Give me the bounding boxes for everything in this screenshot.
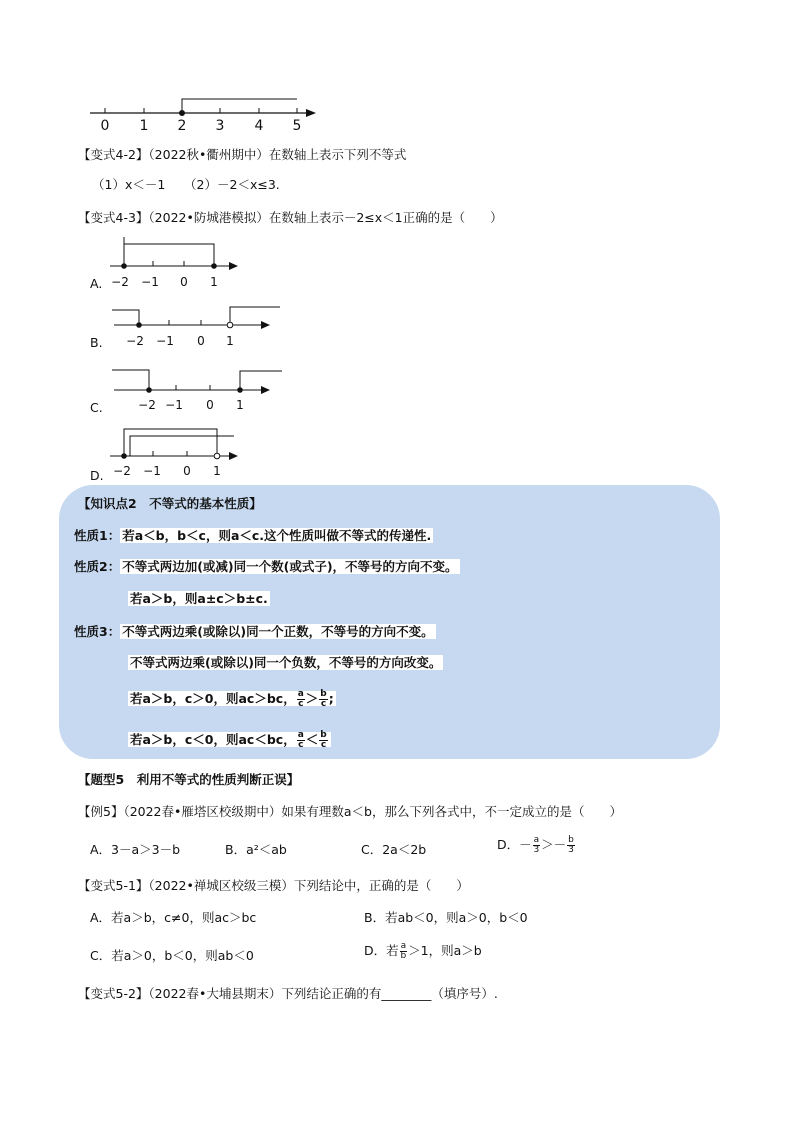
frac-num: a: [533, 835, 540, 845]
option-a-label: A.: [90, 276, 103, 291]
option-b-label: B.: [90, 335, 103, 350]
v51-option-b: B．若ab＜0，则a＞0，b＜0: [364, 910, 528, 925]
ex5-heading: 【例5】（2022春•雁塔区校级期中）如果有理数a＜b，那么下列各式中，不一定成立的是（ ）: [78, 804, 622, 819]
frac-den: c: [320, 740, 327, 750]
option-c-number-line: [112, 362, 284, 412]
frac-den: c: [298, 740, 304, 750]
ex2-prefix: 若a＞b，c＜0，则ac＜bc，: [130, 732, 296, 747]
tick-label: 5: [292, 118, 302, 134]
tick-label: −2: [126, 334, 144, 348]
property2-text: 不等式两边加(或减)同一个数(或式子)，不等号的方向不变。: [122, 559, 458, 574]
ex2-relation: ＜: [305, 732, 319, 747]
property1-text: 若a＜b，b＜c，则a＜c.这个性质叫做不等式的传递性.: [122, 528, 432, 543]
fraction-a-over-c: [297, 690, 305, 709]
ex5-option-a: A．3－a＞3－b: [90, 842, 181, 857]
property3-line2: [128, 655, 443, 670]
tick-label: 1: [236, 398, 244, 412]
tick-label: 4: [254, 118, 264, 134]
tick-label: −1: [143, 464, 161, 478]
tick-label: 1: [139, 118, 149, 134]
property2-label: 性质2：: [74, 559, 121, 574]
answer-blank[interactable]: ________: [381, 986, 432, 1001]
property3-example2: [128, 731, 331, 750]
property1: [74, 528, 433, 543]
v42-heading: 【变式4-2】（2022秋•衢州期中）在数轴上表示下列不等式: [78, 147, 407, 162]
tick-label: 1: [213, 464, 221, 478]
tick-label: 0: [183, 464, 191, 478]
ex5-option-d: [497, 836, 576, 855]
fraction-a-over-b: [400, 942, 408, 961]
ex1-relation: ＞: [305, 691, 319, 706]
tick-label: −1: [156, 334, 174, 348]
v51-option-a: A．若a＞b，c≠0，则ac＞bc: [90, 910, 257, 925]
frac-den: c: [298, 699, 304, 709]
tick-label: 1: [210, 275, 218, 289]
tick-label: 0: [100, 118, 110, 134]
frac-den: 3: [568, 845, 574, 855]
fraction-b-over-3: [567, 836, 575, 855]
frac-den: 3: [533, 845, 540, 855]
v51-d-suffix: ＞1，则a＞b: [408, 943, 482, 958]
property3-text2: 不等式两边乘(或除以)同一个负数，不等号的方向改变。: [130, 655, 442, 670]
property2: [74, 559, 460, 574]
number-line-top: [88, 94, 318, 136]
ex5-d-mid: ＞－: [541, 837, 567, 852]
tick-label: 3: [215, 118, 225, 134]
ex5-option-b: B．a²＜ab: [225, 842, 287, 857]
v51-heading: 【变式5-1】（2022•禅城区校级三模）下列结论中，正确的是（ ）: [78, 878, 469, 893]
tick-label: −2: [113, 464, 131, 478]
property1-label: 性质1：: [74, 528, 121, 543]
tick-label: 2: [177, 118, 187, 134]
frac-num: a: [400, 941, 407, 951]
tick-label: 0: [180, 275, 188, 289]
property3-label: 性质3：: [74, 624, 121, 639]
option-d-number-line: [108, 424, 248, 480]
frac-den: b: [400, 951, 407, 961]
ex1-prefix: 若a＞b，c＞0，则ac＞bc，: [130, 691, 296, 706]
fraction-a-over-c: [297, 731, 305, 750]
v51-d-prefix: D．若: [364, 943, 399, 958]
frac-den: c: [320, 699, 327, 709]
frac-num: b: [568, 835, 574, 845]
v51-option-c: C．若a＞0，b＜0，则ab＜0: [90, 948, 254, 963]
option-a-number-line: [108, 234, 248, 292]
tick-label: −1: [141, 275, 159, 289]
property3-example1-text: [128, 689, 336, 709]
v52-line: [78, 986, 498, 1001]
tick-label: 1: [226, 334, 234, 348]
tick-label: 0: [197, 334, 205, 348]
tick-label: −2: [138, 398, 156, 412]
ex5-option-c: C．2a＜2b: [361, 842, 427, 857]
property2-example-text: 若a＞b，则a±c＞b±c.: [130, 591, 268, 606]
property3-text1: 不等式两边乘(或除以)同一个正数，不等号的方向不变。: [122, 624, 434, 639]
option-b-number-line: [112, 300, 284, 350]
v51-option-d: [364, 942, 482, 961]
type5-title: 【题型5 利用不等式的性质判断正误】: [78, 772, 300, 787]
property3-example1: [128, 690, 336, 709]
property3-example2-text: [128, 730, 331, 750]
frac-num: b: [320, 730, 327, 740]
fraction-b-over-c: [319, 731, 327, 750]
tick-label: −1: [165, 398, 183, 412]
knowledge-title: 【知识点2 不等式的基本性质】: [78, 496, 262, 511]
ex5-d-prefix: D．－: [497, 837, 532, 852]
option-d-label: D.: [90, 468, 104, 483]
option-c-label: C.: [90, 400, 103, 415]
ex1-end: ;: [328, 691, 334, 706]
fraction-b-over-c: [319, 690, 327, 709]
property2-example: [128, 591, 270, 606]
v52-tail: （填序号）.: [431, 986, 498, 1001]
fraction-a-over-3: [533, 836, 541, 855]
v42-items: （1）x＜－1 （2）－2＜x≤3.: [92, 177, 280, 192]
frac-num: a: [297, 730, 304, 740]
tick-label: −2: [111, 275, 129, 289]
v43-heading: 【变式4-3】（2022•防城港模拟）在数轴上表示－2≤x＜1正确的是（ ）: [78, 210, 503, 225]
knowledge-box: [59, 485, 720, 759]
property3: [74, 624, 436, 639]
v52-heading: 【变式5-2】（2022春•大埔县期末）下列结论正确的有: [78, 986, 382, 1001]
frac-num: a: [297, 689, 304, 699]
tick-label: 0: [206, 398, 214, 412]
frac-num: b: [320, 689, 327, 699]
